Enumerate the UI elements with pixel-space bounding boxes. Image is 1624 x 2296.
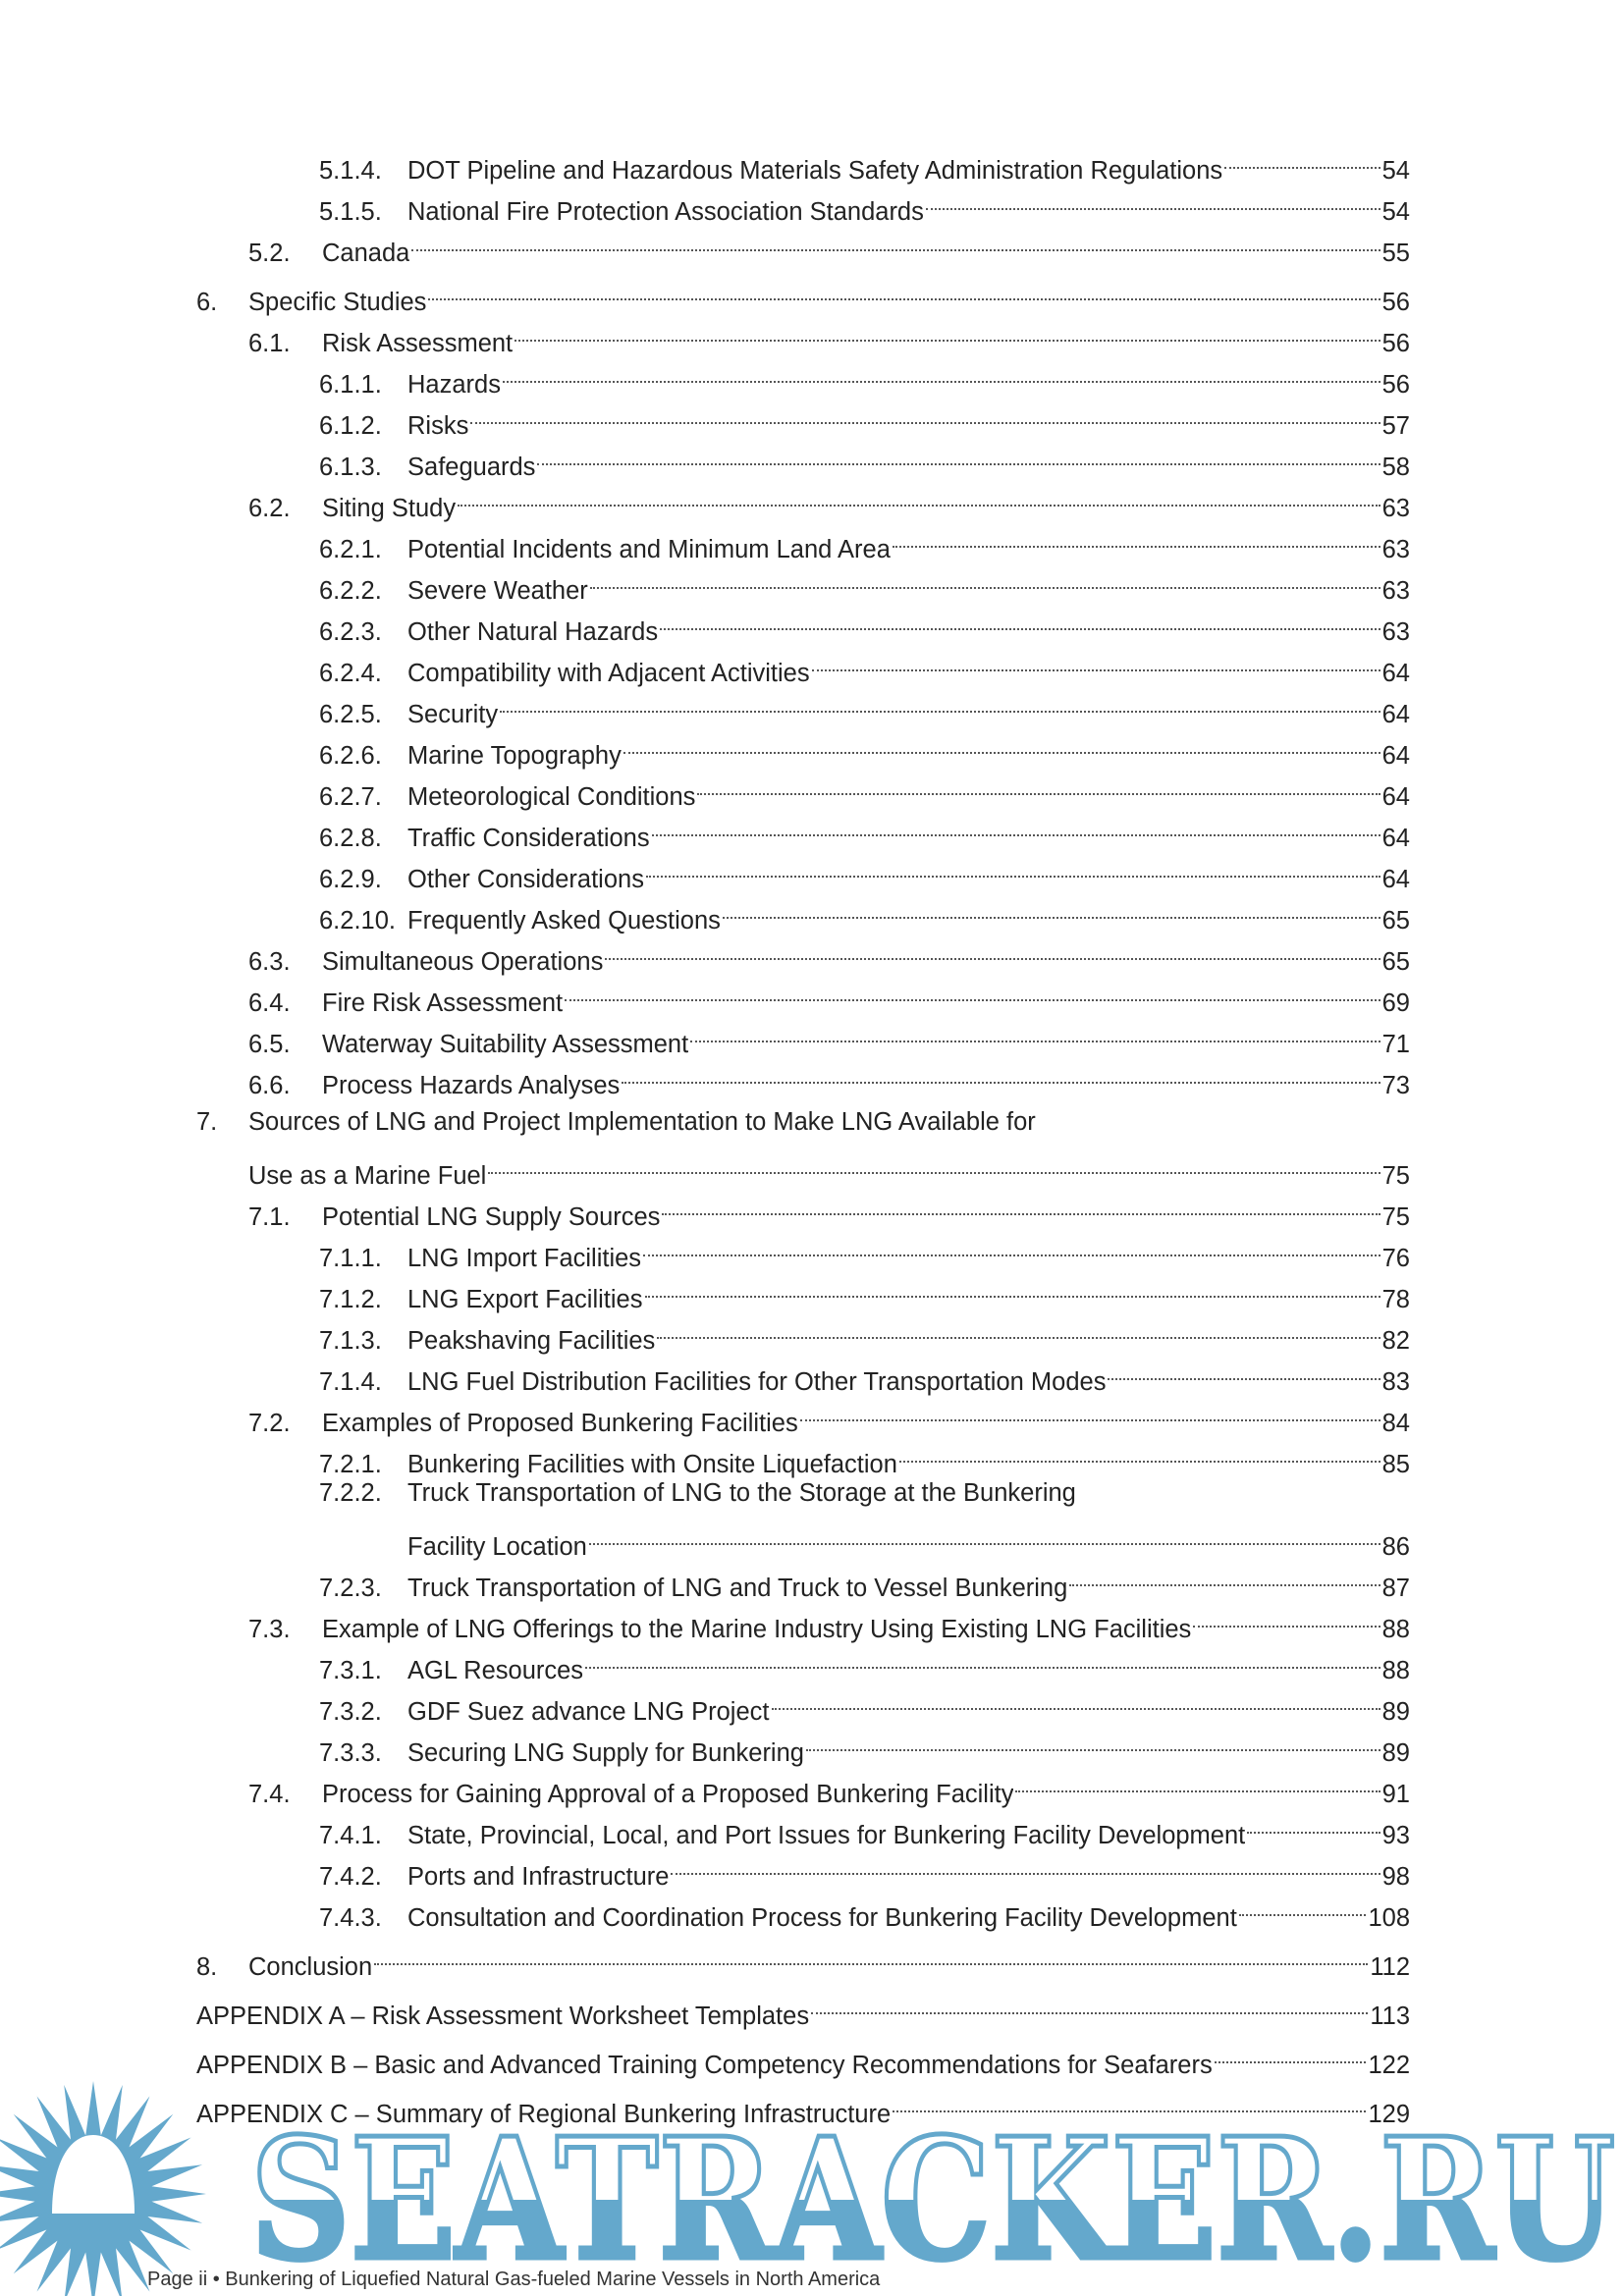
page-number: 64 — [1381, 660, 1410, 687]
toc-entry[interactable] — [196, 1934, 1410, 1981]
section-title[interactable]: APPENDIX B – Basic and Advanced Training Competency Recommendations for Seafarers — [196, 2052, 1213, 2079]
section-title[interactable]: AGL Resources — [407, 1657, 584, 1684]
page-number: 65 — [1381, 907, 1410, 934]
page-number: 64 — [1381, 866, 1410, 893]
section-title[interactable]: Compatibility with Adjacent Activities — [407, 660, 810, 687]
page-number: 64 — [1381, 825, 1410, 852]
section-title[interactable]: Truck Transportation of LNG and Truck to Vessel Bunkering — [407, 1575, 1068, 1602]
dot-leader — [428, 269, 1380, 310]
toc-entry-continuation[interactable] — [196, 1514, 1410, 1561]
section-number: 8. — [196, 1953, 218, 1981]
page-number: 88 — [1381, 1657, 1410, 1684]
page-number: 129 — [1368, 2101, 1410, 2128]
section-title[interactable]: Specific Studies — [248, 289, 427, 316]
page-number: 58 — [1381, 454, 1410, 481]
page-number: 83 — [1381, 1368, 1410, 1396]
page-number: 87 — [1381, 1575, 1410, 1602]
section-title[interactable]: Other Natural Hazards — [407, 618, 659, 646]
page-number: 56 — [1381, 289, 1410, 316]
section-number: 6.1.3. — [319, 454, 382, 481]
document-title: Bunkering of Liquefied Natural Gas-fueled Marine Vessels in North America — [225, 2269, 881, 2290]
dot-leader — [671, 1843, 1380, 1885]
page-number: 63 — [1381, 536, 1410, 563]
section-title[interactable]: Other Considerations — [407, 866, 644, 893]
dot-leader — [811, 1983, 1368, 2024]
page-number: 75 — [1381, 1162, 1410, 1190]
page-number: 85 — [1381, 1451, 1410, 1478]
section-number: 7.4.3. — [319, 1904, 382, 1932]
section-title[interactable]: Canada — [322, 240, 410, 267]
dot-leader — [1193, 1596, 1380, 1637]
section-number: 7.2.1. — [319, 1451, 382, 1478]
page-number: 89 — [1381, 1698, 1410, 1726]
dot-leader — [503, 351, 1380, 393]
dot-leader — [500, 681, 1380, 722]
page-number: 55 — [1381, 240, 1410, 267]
section-number: 7.3.2. — [319, 1698, 382, 1726]
dot-leader — [800, 1390, 1380, 1431]
dot-leader — [1015, 1761, 1380, 1802]
section-title[interactable]: Sources of LNG and Project Implementation to Make LNG Available for — [248, 1108, 1036, 1136]
section-title-continued[interactable]: Facility Location — [407, 1533, 587, 1561]
section-number: 6.1. — [248, 330, 291, 357]
section-title[interactable]: Process Hazards Analyses — [322, 1072, 621, 1099]
dot-leader — [806, 1720, 1380, 1761]
dot-leader — [565, 970, 1380, 1011]
dot-leader — [488, 1143, 1380, 1184]
section-number: 7.3.3. — [319, 1739, 382, 1767]
toc-entry[interactable] — [196, 1555, 1410, 1602]
dot-leader — [643, 1225, 1380, 1266]
page-number: 76 — [1381, 1245, 1410, 1272]
dot-leader — [893, 516, 1380, 558]
section-title[interactable]: GDF Suez advance LNG Project — [407, 1698, 770, 1726]
dot-leader — [622, 1052, 1380, 1094]
dot-leader — [1108, 1349, 1380, 1390]
section-title-continued[interactable]: Use as a Marine Fuel — [248, 1162, 487, 1190]
dot-leader — [812, 640, 1380, 681]
section-number: 7.1.3. — [319, 1327, 382, 1355]
section-title[interactable]: APPENDIX C – Summary of Regional Bunkering Infrastructure — [196, 2101, 892, 2128]
section-number: 6.4. — [248, 989, 291, 1017]
dot-leader — [646, 846, 1380, 887]
section-title[interactable]: Ports and Infrastructure — [407, 1863, 670, 1891]
section-title[interactable]: Conclusion — [248, 1953, 373, 1981]
page-number: 122 — [1368, 2052, 1410, 2079]
section-number: 7. — [196, 1108, 218, 1136]
toc-entry[interactable] — [196, 1101, 1410, 1143]
section-number: 7.1.4. — [319, 1368, 382, 1396]
section-number: 6.2.9. — [319, 866, 382, 893]
section-number: 7.4. — [248, 1781, 291, 1808]
dot-leader — [697, 764, 1380, 805]
sun-icon — [0, 2081, 206, 2296]
section-title[interactable]: Bunkering Facilities with Onsite Liquefaction — [407, 1451, 897, 1478]
section-title[interactable]: APPENDIX A – Risk Assessment Worksheet Templates — [196, 2002, 810, 2030]
dot-leader — [899, 1431, 1380, 1472]
toc-entry[interactable] — [196, 137, 1410, 185]
dot-leader — [585, 1637, 1380, 1679]
page-number: 63 — [1381, 577, 1410, 605]
section-title[interactable]: Risks — [407, 412, 469, 440]
page-number: 86 — [1381, 1533, 1410, 1561]
section-number: 6.2.7. — [319, 783, 382, 811]
watermark-logo — [0, 2061, 1624, 2296]
dot-leader — [723, 887, 1380, 929]
page-number: 54 — [1381, 157, 1410, 185]
page-number: 91 — [1381, 1781, 1410, 1808]
section-number: 6.2.2. — [319, 577, 382, 605]
page-number: Page ii — [147, 2269, 208, 2290]
toc-entry[interactable] — [196, 1472, 1410, 1514]
dot-leader — [1069, 1555, 1380, 1596]
section-number: 7.4.1. — [319, 1822, 382, 1849]
table-of-contents — [196, 137, 1410, 2128]
dot-leader — [589, 1514, 1380, 1555]
footer-separator: • — [212, 2269, 220, 2290]
section-title[interactable]: Fire Risk Assessment — [322, 989, 564, 1017]
section-number: 5.2. — [248, 240, 291, 267]
dot-leader — [458, 475, 1380, 516]
section-title[interactable]: Siting Study — [322, 495, 457, 522]
section-title[interactable]: Securing LNG Supply for Bunkering — [407, 1739, 804, 1767]
section-title[interactable]: Example of LNG Offerings to the Marine Industry Using Existing LNG Facilities — [322, 1616, 1192, 1643]
dot-leader — [657, 1308, 1380, 1349]
page-number: 78 — [1381, 1286, 1410, 1313]
page-number: 69 — [1381, 989, 1410, 1017]
section-number: 7.4.2. — [319, 1863, 382, 1891]
page-number: 64 — [1381, 742, 1410, 770]
dot-leader — [470, 393, 1380, 434]
dot-leader — [590, 558, 1380, 599]
page-number: 65 — [1381, 948, 1410, 976]
section-title[interactable]: Meteorological Conditions — [407, 783, 696, 811]
section-title[interactable]: LNG Fuel Distribution Facilities for Other Transportation Modes — [407, 1368, 1107, 1396]
page-number: 56 — [1381, 371, 1410, 399]
section-number: 7.1.2. — [319, 1286, 382, 1313]
section-number: 6.2.3. — [319, 618, 382, 646]
section-number: 6.1.2. — [319, 412, 382, 440]
section-title[interactable]: Safeguards — [407, 454, 536, 481]
page-number: 93 — [1381, 1822, 1410, 1849]
section-title[interactable]: LNG Import Facilities — [407, 1245, 642, 1272]
toc-entry[interactable] — [196, 269, 1410, 316]
section-number: 6.3. — [248, 948, 291, 976]
page-number: 98 — [1381, 1863, 1410, 1891]
dot-leader — [660, 599, 1380, 640]
page-number: 63 — [1381, 495, 1410, 522]
section-title[interactable]: State, Provincial, Local, and Port Issues for Bunkering Facility Development — [407, 1822, 1246, 1849]
dot-leader — [411, 220, 1380, 261]
section-number: 5.1.5. — [319, 198, 382, 226]
section-title[interactable]: Marine Topography — [407, 742, 622, 770]
page-footer — [147, 2268, 880, 2291]
section-number: 6.2.1. — [319, 536, 382, 563]
section-number: 7.1.1. — [319, 1245, 382, 1272]
section-number: 7.2.2. — [319, 1479, 382, 1507]
section-number: 6.2.6. — [319, 742, 382, 770]
section-title[interactable]: Examples of Proposed Bunkering Facilities — [322, 1410, 798, 1437]
dot-leader — [645, 1266, 1380, 1308]
section-title[interactable]: Hazards — [407, 371, 501, 399]
dot-leader — [1247, 1802, 1380, 1843]
section-number: 6.2. — [248, 495, 291, 522]
dot-leader — [926, 179, 1380, 220]
section-number: 7.3. — [248, 1616, 291, 1643]
section-number: 5.1.4. — [319, 157, 382, 185]
page-number: 75 — [1381, 1203, 1410, 1231]
section-title[interactable]: Traffic Considerations — [407, 825, 650, 852]
section-title[interactable]: Peakshaving Facilities — [407, 1327, 656, 1355]
page-number: 112 — [1370, 1953, 1410, 1981]
dot-leader — [374, 1934, 1368, 1975]
dot-leader — [1224, 137, 1380, 179]
section-number: 6.2.8. — [319, 825, 382, 852]
page-number: 73 — [1381, 1072, 1410, 1099]
page-number: 71 — [1381, 1031, 1410, 1058]
section-title[interactable]: Security — [407, 701, 499, 728]
toc-entry[interactable] — [196, 1983, 1410, 2030]
dot-leader — [1239, 1885, 1367, 1926]
section-title[interactable]: Simultaneous Operations — [322, 948, 604, 976]
page-number: 84 — [1381, 1410, 1410, 1437]
page-number: 54 — [1381, 198, 1410, 226]
watermark-text: SEATRACKER.RU — [250, 2102, 1615, 2296]
dot-leader — [690, 1011, 1380, 1052]
section-title[interactable]: Process for Gaining Approval of a Proposed Bunkering Facility — [322, 1781, 1014, 1808]
page-number: 63 — [1381, 618, 1410, 646]
section-title[interactable]: Frequently Asked Questions — [407, 907, 721, 934]
page-number: 82 — [1381, 1327, 1410, 1355]
page-number: 57 — [1381, 412, 1410, 440]
section-number: 7.2. — [248, 1410, 291, 1437]
section-title[interactable]: DOT Pipeline and Hazardous Materials Safety Administration Regulations — [407, 157, 1223, 185]
section-title[interactable]: LNG Export Facilities — [407, 1286, 643, 1313]
dot-leader — [537, 434, 1380, 475]
section-title[interactable]: Potential Incidents and Minimum Land Area — [407, 536, 891, 563]
section-number: 6.5. — [248, 1031, 291, 1058]
dot-leader — [662, 1184, 1380, 1225]
dot-leader — [772, 1679, 1380, 1720]
page-number: 108 — [1368, 1904, 1410, 1932]
toc-entry-continuation[interactable] — [196, 1143, 1410, 1190]
page-number: 88 — [1381, 1616, 1410, 1643]
page-number: 89 — [1381, 1739, 1410, 1767]
section-number: 6. — [196, 289, 218, 316]
section-title[interactable]: Severe Weather — [407, 577, 588, 605]
section-number: 6.6. — [248, 1072, 291, 1099]
section-number: 7.3.1. — [319, 1657, 382, 1684]
section-number: 6.2.10. — [319, 907, 396, 934]
dot-leader — [623, 722, 1380, 764]
dot-leader — [514, 310, 1380, 351]
dot-leader — [652, 805, 1380, 846]
section-number: 6.2.5. — [319, 701, 382, 728]
section-title[interactable]: Waterway Suitability Assessment — [322, 1031, 689, 1058]
dot-leader — [605, 929, 1380, 970]
section-title[interactable]: Potential LNG Supply Sources — [322, 1203, 661, 1231]
section-title[interactable]: Risk Assessment — [322, 330, 514, 357]
page-number: 56 — [1381, 330, 1410, 357]
section-title[interactable]: National Fire Protection Association Standards — [407, 198, 924, 226]
section-title[interactable]: Consultation and Coordination Process for Bunkering Facility Development — [407, 1904, 1237, 1932]
section-number: 6.2.4. — [319, 660, 382, 687]
section-title[interactable]: Truck Transportation of LNG to the Storage at the Bunkering — [407, 1479, 1076, 1507]
page-number: 64 — [1381, 701, 1410, 728]
page-number: 64 — [1381, 783, 1410, 811]
section-number: 7.1. — [248, 1203, 291, 1231]
section-number: 7.2.3. — [319, 1575, 382, 1602]
section-number: 6.1.1. — [319, 371, 382, 399]
page-number: 113 — [1370, 2002, 1410, 2030]
